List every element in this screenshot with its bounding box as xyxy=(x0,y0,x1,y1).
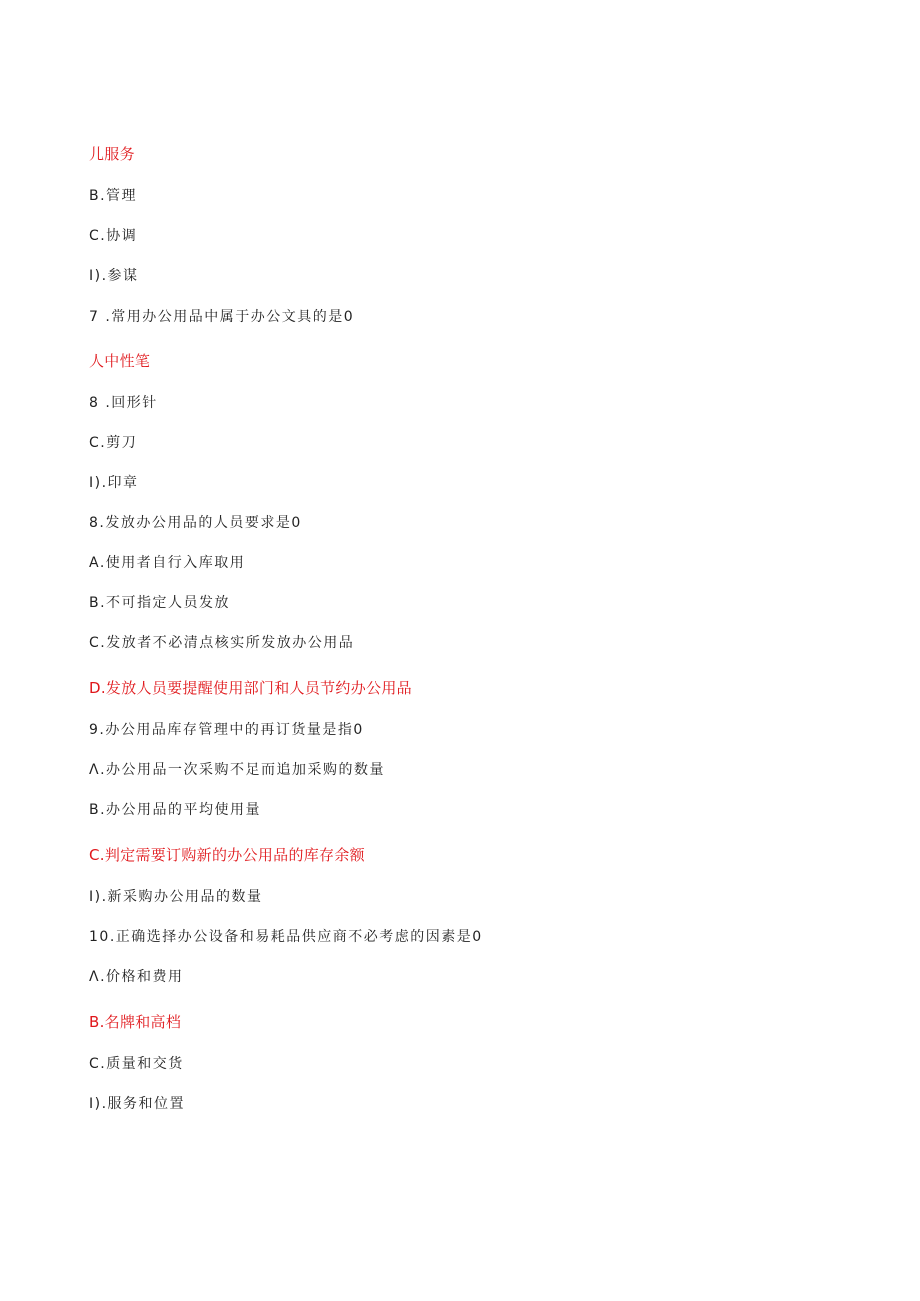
option-line: C.发放者不必清点核实所发放办公用品 xyxy=(89,635,355,651)
option-line: I).新采购办公用品的数量 xyxy=(89,889,263,905)
answer-line: D.发放人员要提醒使用部门和人员节约办公用品 xyxy=(89,679,412,697)
option-line: A.使用者自行入库取用 xyxy=(89,555,246,571)
option-line: I).参谋 xyxy=(89,268,139,284)
option-line: Λ.价格和费用 xyxy=(89,969,184,985)
option-line: C.剪刀 xyxy=(89,435,138,451)
option-line: I).服务和位置 xyxy=(89,1096,186,1112)
question-line: 9.办公用品库存管理中的再订货量是指0 xyxy=(89,722,364,738)
option-line: C.质量和交货 xyxy=(89,1056,184,1072)
question-line: 10.正确选择办公设备和易耗品供应商不必考虑的因素是0 xyxy=(89,929,483,945)
option-line: 8 .回形针 xyxy=(89,395,158,411)
option-line: B.管理 xyxy=(89,188,138,204)
option-line: B.办公用品的平均使用量 xyxy=(89,802,262,818)
option-line: B.不可指定人员发放 xyxy=(89,595,231,611)
question-line: 7 .常用办公用品中属于办公文具的是0 xyxy=(89,309,355,325)
answer-line: 儿服务 xyxy=(89,145,135,163)
option-line: C.协调 xyxy=(89,228,138,244)
option-line: I).印章 xyxy=(89,475,139,491)
answer-line: 人中性笔 xyxy=(89,352,151,370)
answer-line: C.判定需要订购新的办公用品的库存余额 xyxy=(89,846,365,864)
question-line: 8.发放办公用品的人员要求是0 xyxy=(89,515,302,531)
answer-line: B.名牌和高档 xyxy=(89,1013,182,1031)
option-line: Λ.办公用品一次采购不足而追加采购的数量 xyxy=(89,762,386,778)
